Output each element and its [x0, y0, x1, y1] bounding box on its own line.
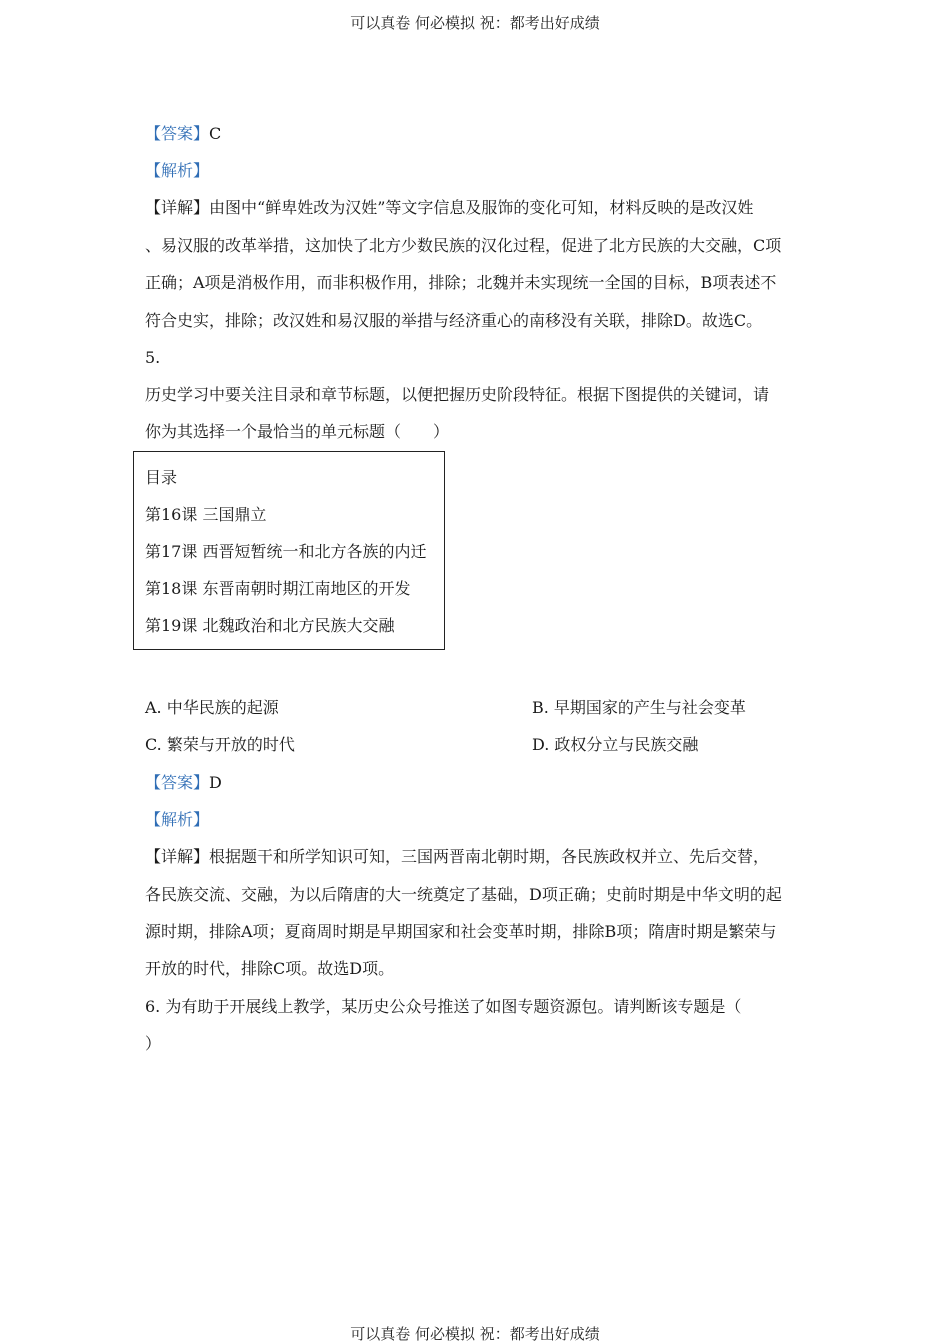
detail-tag: 【详解】 — [145, 198, 210, 217]
toc-title: 目录 — [145, 468, 178, 487]
detail-text: 由图中“鲜卑姓改为汉姓”等文字信息及服饰的变化可知，材料反映的是改汉姓 — [209, 198, 754, 217]
q4-detail-line-2: 、易汉服的改革举措，这加快了北方少数民族的汉化过程，促进了北方民族的大交融，C项 — [145, 236, 782, 255]
detail-text: 根据题干和所学知识可知，三国两晋南北朝时期，各民族政权并立、先后交替， — [209, 847, 770, 866]
answer-value: D — [209, 773, 222, 792]
q5-detail-line-2: 各民族交流、交融，为以后隋唐的大一统奠定了基础，D项正确；史前时期是中华文明的起 — [145, 885, 782, 904]
detail-tag: 【详解】 — [145, 847, 210, 866]
q4-detail-line-3: 正确；A项是消极作用，而非积极作用，排除；北魏并未实现统一全国的目标，B项表述不 — [145, 273, 777, 292]
q5-detail-line-3: 源时期，排除A项；夏商周时期是早期国家和社会变革时期，排除B项；隋唐时期是繁荣与 — [145, 922, 777, 941]
q5-detail-line-4: 开放的时代，排除C项。故选D项。 — [145, 959, 395, 978]
q4-analysis-tag: 【解析】 — [145, 161, 210, 180]
q5-detail-line-1 — [145, 847, 769, 867]
q4-detail-line-1 — [145, 198, 753, 218]
page-footer: 可以真卷 何必模拟 祝：都考出好成绩 — [350, 1325, 600, 1343]
answer-tag: 【答案】 — [145, 124, 210, 143]
option-b: B. 早期国家的产生与社会变革 — [532, 698, 746, 717]
q5-number: 5. — [145, 348, 161, 367]
option-c: C. 繁荣与开放的时代 — [145, 735, 295, 754]
q6-stem-line-2: ） — [145, 1034, 162, 1053]
q5-stem-line-1: 历史学习中要关注目录和章节标题，以便把握历史阶段特征。根据下图提供的关键词，请 — [145, 385, 770, 404]
q5-stem-line-2: 你为其选择一个最恰当的单元标题（ ） — [145, 422, 450, 441]
page-header: 可以真卷 何必模拟 祝：都考出好成绩 — [350, 14, 600, 32]
toc-item: 第16课 三国鼎立 — [145, 505, 267, 524]
answer-tag: 【答案】 — [145, 773, 210, 792]
toc-item: 第17课 西晋短暂统一和北方各族的内迁 — [145, 542, 427, 561]
q6-stem-line-1: 6. 为有助于开展线上教学，某历史公众号推送了如图专题资源包。请判断该专题是（ — [145, 997, 742, 1016]
q5-answer — [145, 773, 222, 793]
q4-detail-line-4: 符合史实，排除；改汉姓和易汉服的举措与经济重心的南移没有关联，排除D。故选C。 — [145, 311, 763, 330]
toc-item: 第18课 东晋南朝时期江南地区的开发 — [145, 579, 411, 598]
answer-value: C — [209, 124, 222, 143]
option-a: A. 中华民族的起源 — [145, 698, 279, 717]
toc-item: 第19课 北魏政治和北方民族大交融 — [145, 616, 395, 635]
table-of-contents-box — [133, 451, 445, 650]
option-d: D. 政权分立与民族交融 — [532, 735, 699, 754]
q5-analysis-tag: 【解析】 — [145, 810, 210, 829]
q4-answer — [145, 124, 221, 144]
